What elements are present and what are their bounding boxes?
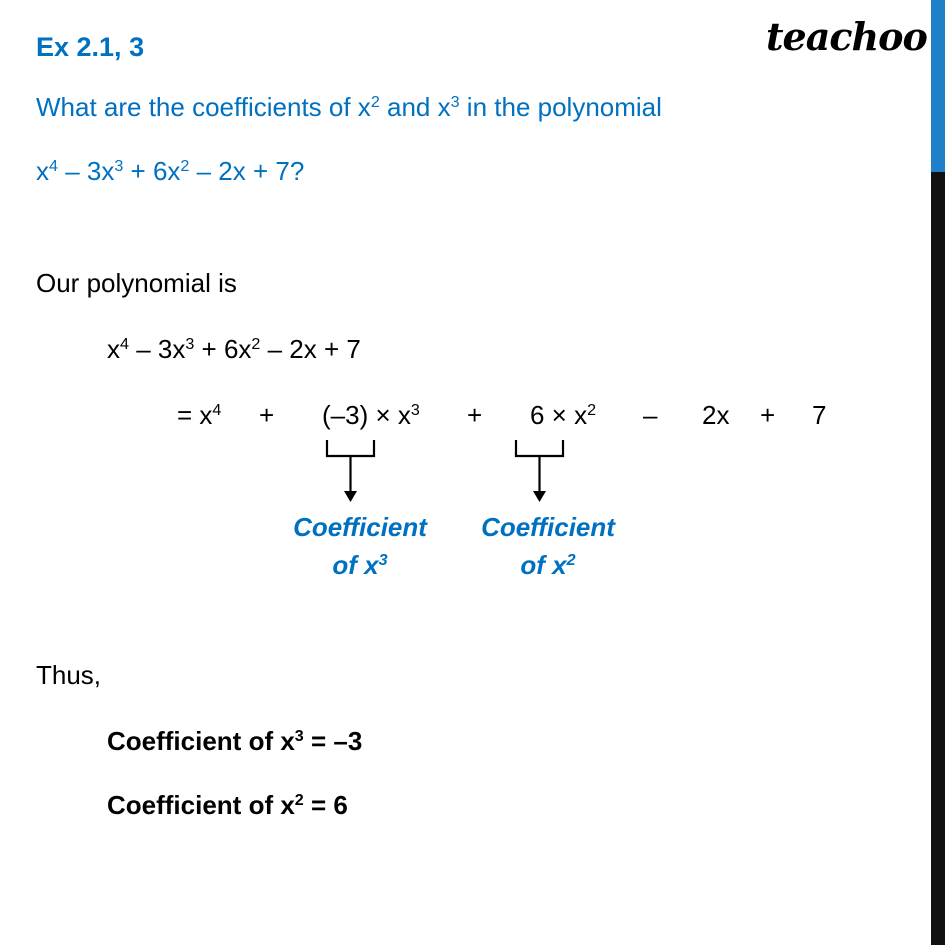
- q1-text-c: in the polynomial: [459, 92, 662, 122]
- answer-x2-value: = 6: [303, 790, 348, 820]
- annotation-x3-base: of x: [332, 550, 379, 580]
- answer-coef-x2: [107, 790, 348, 821]
- annotation-x2-line2: [468, 546, 628, 588]
- exercise-title: Ex 2.1, 3: [36, 32, 145, 62]
- annotation-coef-x2: [468, 508, 628, 588]
- expanded-constant: 7: [812, 400, 827, 430]
- expanded-x3-base: (–3) × x: [322, 400, 411, 430]
- p-e2: 3: [185, 335, 195, 354]
- expanded-plus-1: +: [259, 400, 275, 430]
- teachoo-logo: teachoo: [766, 14, 927, 59]
- q1-text-b: and x: [379, 92, 451, 122]
- p-t4: – 2x + 7: [260, 334, 361, 364]
- annotation-x3-line2: [280, 546, 440, 588]
- expanded-x3-exp: 3: [410, 401, 420, 420]
- q1-text-a: What are the coefficients of x: [36, 92, 371, 122]
- p-e3: 2: [251, 335, 261, 354]
- answer-x3-value: = –3: [303, 726, 363, 756]
- annotation-x2-line1: Coefficient: [481, 512, 615, 542]
- answer-coef-x3: [107, 726, 362, 757]
- expanded-x4-base: = x: [177, 400, 213, 430]
- expanded-x4-exp: 4: [212, 401, 222, 420]
- annotation-coef-x3: [280, 508, 440, 588]
- p-t2: – 3x: [128, 334, 186, 364]
- expanded-term-x: 2x: [702, 400, 730, 430]
- p-e1: 4: [120, 335, 129, 354]
- expanded-minus: –: [643, 400, 658, 430]
- q2-t1: x: [36, 156, 49, 186]
- expanded-plus-3: +: [760, 400, 776, 430]
- q1-exp-b: 3: [450, 93, 460, 112]
- solution-intro: Our polynomial is: [36, 268, 237, 298]
- annotation-x2-exp: 2: [566, 551, 576, 570]
- q2-t4: – 2x + 7?: [189, 156, 305, 186]
- q1-exp-a: 2: [370, 93, 380, 112]
- arrow-x3-head: [344, 491, 357, 502]
- expanded-x2-base: 6 × x: [530, 400, 588, 430]
- annotation-x3-exp: 3: [378, 551, 388, 570]
- arrow-x2-head: [533, 491, 546, 502]
- q2-e2: 3: [114, 157, 124, 176]
- annotation-x2-base: of x: [520, 550, 567, 580]
- expanded-x2-exp: 2: [587, 401, 597, 420]
- p-t3: + 6x: [194, 334, 252, 364]
- expanded-plus-2: +: [467, 400, 483, 430]
- q2-e1: 4: [49, 157, 58, 176]
- thus-label: Thus,: [36, 660, 102, 690]
- bracket-x3: [327, 440, 374, 492]
- q2-t2: – 3x: [57, 156, 115, 186]
- answer-x3-exp: 3: [294, 727, 304, 746]
- p-t1: x: [107, 334, 120, 364]
- annotation-x3-line1: Coefficient: [293, 512, 427, 542]
- answer-x3-base: Coefficient of x: [107, 726, 295, 756]
- answer-x2-exp: 2: [294, 791, 304, 810]
- bracket-x2: [516, 440, 563, 492]
- q2-t3: + 6x: [123, 156, 181, 186]
- q2-e3: 2: [180, 157, 190, 176]
- answer-x2-base: Coefficient of x: [107, 790, 295, 820]
